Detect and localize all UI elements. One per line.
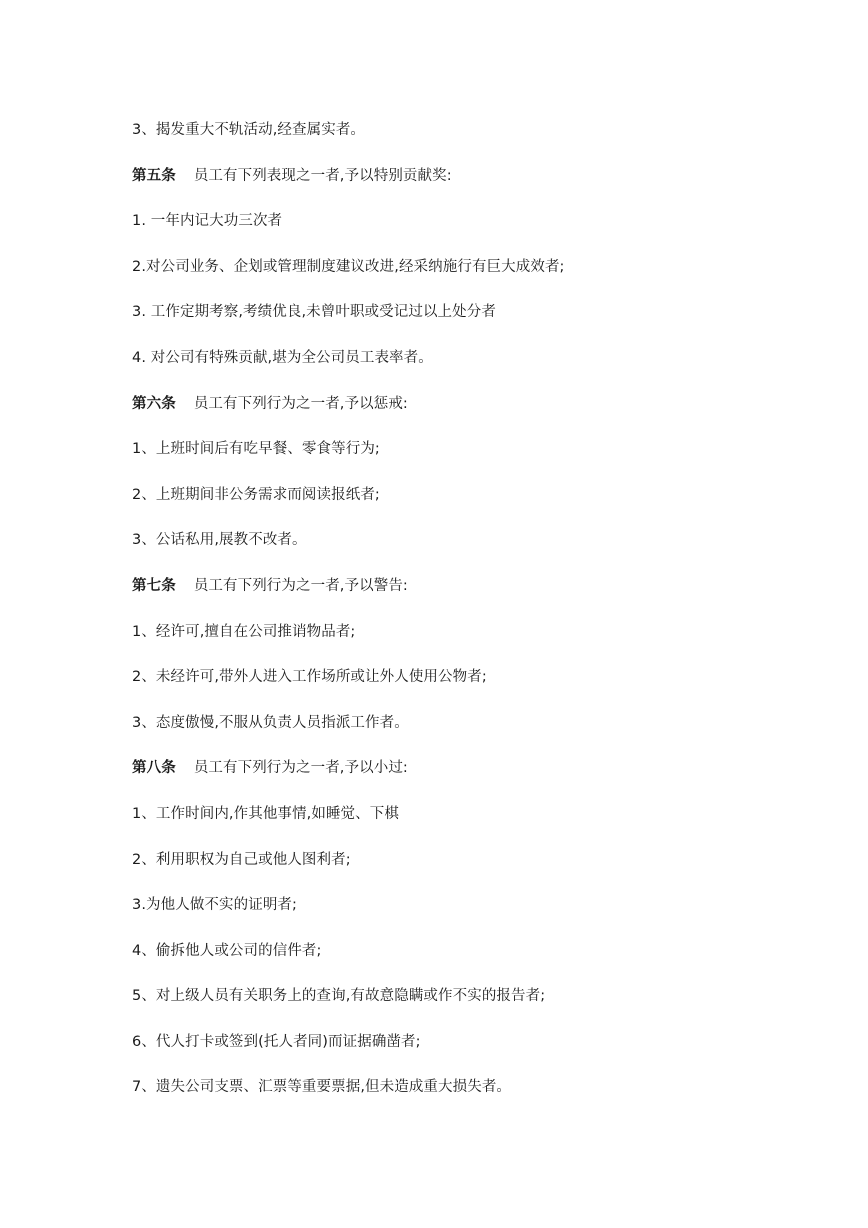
line-text: 2、上班期间非公务需求而阅读报纸者; [132,486,380,503]
line-text: 2、利用职权为自己或他人图利者; [132,851,351,868]
line-text: 1、经许可,擅自在公司推诮物品者; [132,623,356,640]
line-text: 3. 工作定期考察,考绩优良,未曾叶职或受记过以上处分者 [132,304,496,321]
line-text: 5、对上级人员有关职务上的查询,有故意隐瞒或作不实的报告者; [132,988,546,1005]
document-line [132,254,812,300]
line-text: 3、态度傲慢,不服从负责人员指派工作者。 [132,714,409,731]
document-line [132,619,812,665]
document-line [132,847,812,893]
document-line [132,527,812,573]
article-heading: 第八条 [132,760,176,777]
document-line [132,1029,812,1075]
line-text: 3.为他人做不实的证明者; [132,897,298,914]
article-heading-line [132,573,812,619]
article-heading-line [132,391,812,437]
document-line [132,345,812,391]
line-text: 1、上班时间后有吃早餐、零食等行为; [132,441,380,458]
line-text: 员工有下列表现之一者,予以特别贡献奖: [193,167,452,184]
line-text: 4. 对公司有特殊贡献,堪为全公司员工表率者。 [132,349,433,366]
line-text: 1. 一年内记大功三次者 [132,213,283,230]
document-line [132,299,812,345]
article-heading: 第七条 [132,577,176,594]
document-line [132,208,812,254]
line-text: 员工有下列行为之一者,予以惩戒: [193,395,408,412]
document-line [132,892,812,938]
document-line [132,436,812,482]
line-text: 2、未经许可,带外人进入工作场所或让外人使用公物者; [132,669,487,686]
line-text: 2.对公司业务、企划或管理制度建议改进,经采纳施行有巨大成效者; [132,258,565,275]
line-text: 员工有下列行为之一者,予以警告: [193,577,408,594]
document-line [132,482,812,528]
line-text: 3、公话私用,展教不改者。 [132,532,307,549]
article-heading-line [132,163,812,209]
document-body [132,117,812,1120]
line-text: 4、偷拆他人或公司的信件者; [132,942,322,959]
article-heading: 第六条 [132,395,176,412]
document-line [132,1074,812,1120]
article-heading: 第五条 [132,167,176,184]
document-line [132,983,812,1029]
article-heading-line [132,755,812,801]
document-line [132,117,812,163]
line-text: 7、遗失公司支票、汇票等重要票据,但未造成重大损失者。 [132,1079,512,1096]
document-line [132,938,812,984]
document-line [132,710,812,756]
document-line [132,664,812,710]
document-line [132,801,812,847]
line-text: 员工有下列行为之一者,予以小过: [193,760,408,777]
line-text: 6、代人打卡或签到(托人者同)而证据确凿者; [132,1033,421,1050]
line-text: 3、揭发重大不轨活动,经查属实者。 [132,122,366,138]
line-text: 1、工作时间内,作其他事情,如睡觉、下棋 [132,805,399,822]
